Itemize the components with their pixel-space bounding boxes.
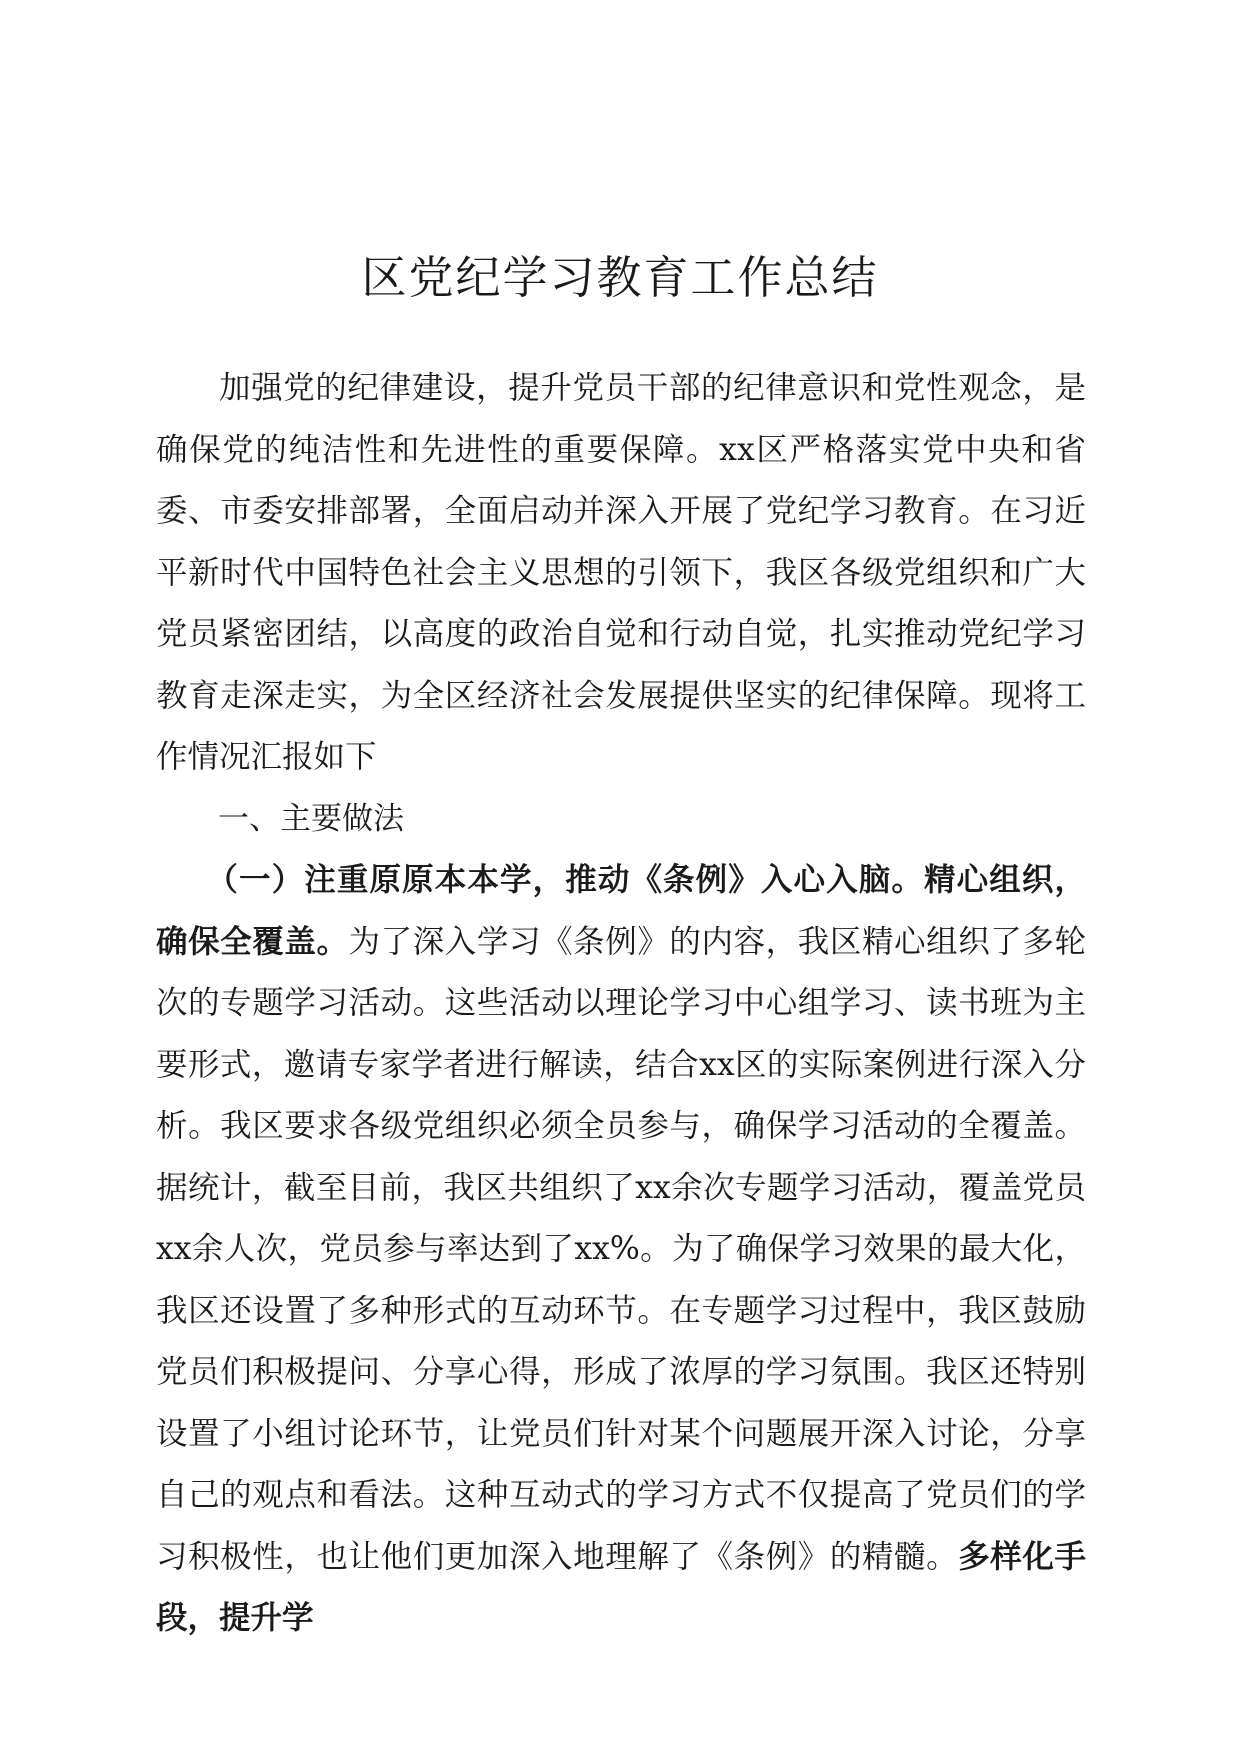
subsection-bold-tail: 多样化手段，提升学 — [156, 1538, 1086, 1636]
intro-paragraph: 加强党的纪律建设，提升党员干部的纪律意识和党性观念，是确保党的纯洁性和先进性的重要保障。xx区严格落实党中央和省委、市委安排部署，全面启动并深入开展了党纪学习教育。在习近平新时代中国特色社会主义思想的引领下，我区各级党组织和广大党员紧密团结，以高度的政治自觉和行动自觉，扎实推动党纪学习教育走深走实，为全区经济社会发展提供坚实的纪律保障。现将工作情况汇报如下 — [156, 370, 1086, 775]
subsection-body: 为了深入学习《条例》的内容，我区精心组织了多轮次的专题学习活动。这些活动以理论学习中心组学习、读书班为主要形式，邀请专家学者进行解读，结合xx区的实际案例进行深入分析。我区要求各级党组织必须全员参与，确保学习活动的全覆盖。据统计，截至目前，我区共组织了xx余次专题学习活动，覆盖党员xx余人次，党员参与率达到了xx%。为了确保学习效果的最大化，我区还设置了多种形式的互动环节。在专题学习过程中，我区鼓励党员们积极提问、分享心得，形成了浓厚的学习氛围。我区还特别设置了小组讨论环节，让党员们针对某个问题展开深入讨论，分享自己的观点和看法。这种互动式的学习方式不仅提高了党员们的学习积极性，也让他们更加深入地理解了《条例》的精髓。 — [156, 923, 1086, 1575]
subsection-bold-lead: （一）注重原原本本学，推动《条例》入心入脑。精心组织，确保全覆盖。 — [156, 862, 1086, 960]
subsection-paragraph — [156, 850, 1086, 1650]
section-heading: 一、主要做法 — [218, 800, 404, 837]
document-title: 区党纪学习教育工作总结 — [361, 251, 879, 304]
document-body — [156, 358, 1086, 1650]
